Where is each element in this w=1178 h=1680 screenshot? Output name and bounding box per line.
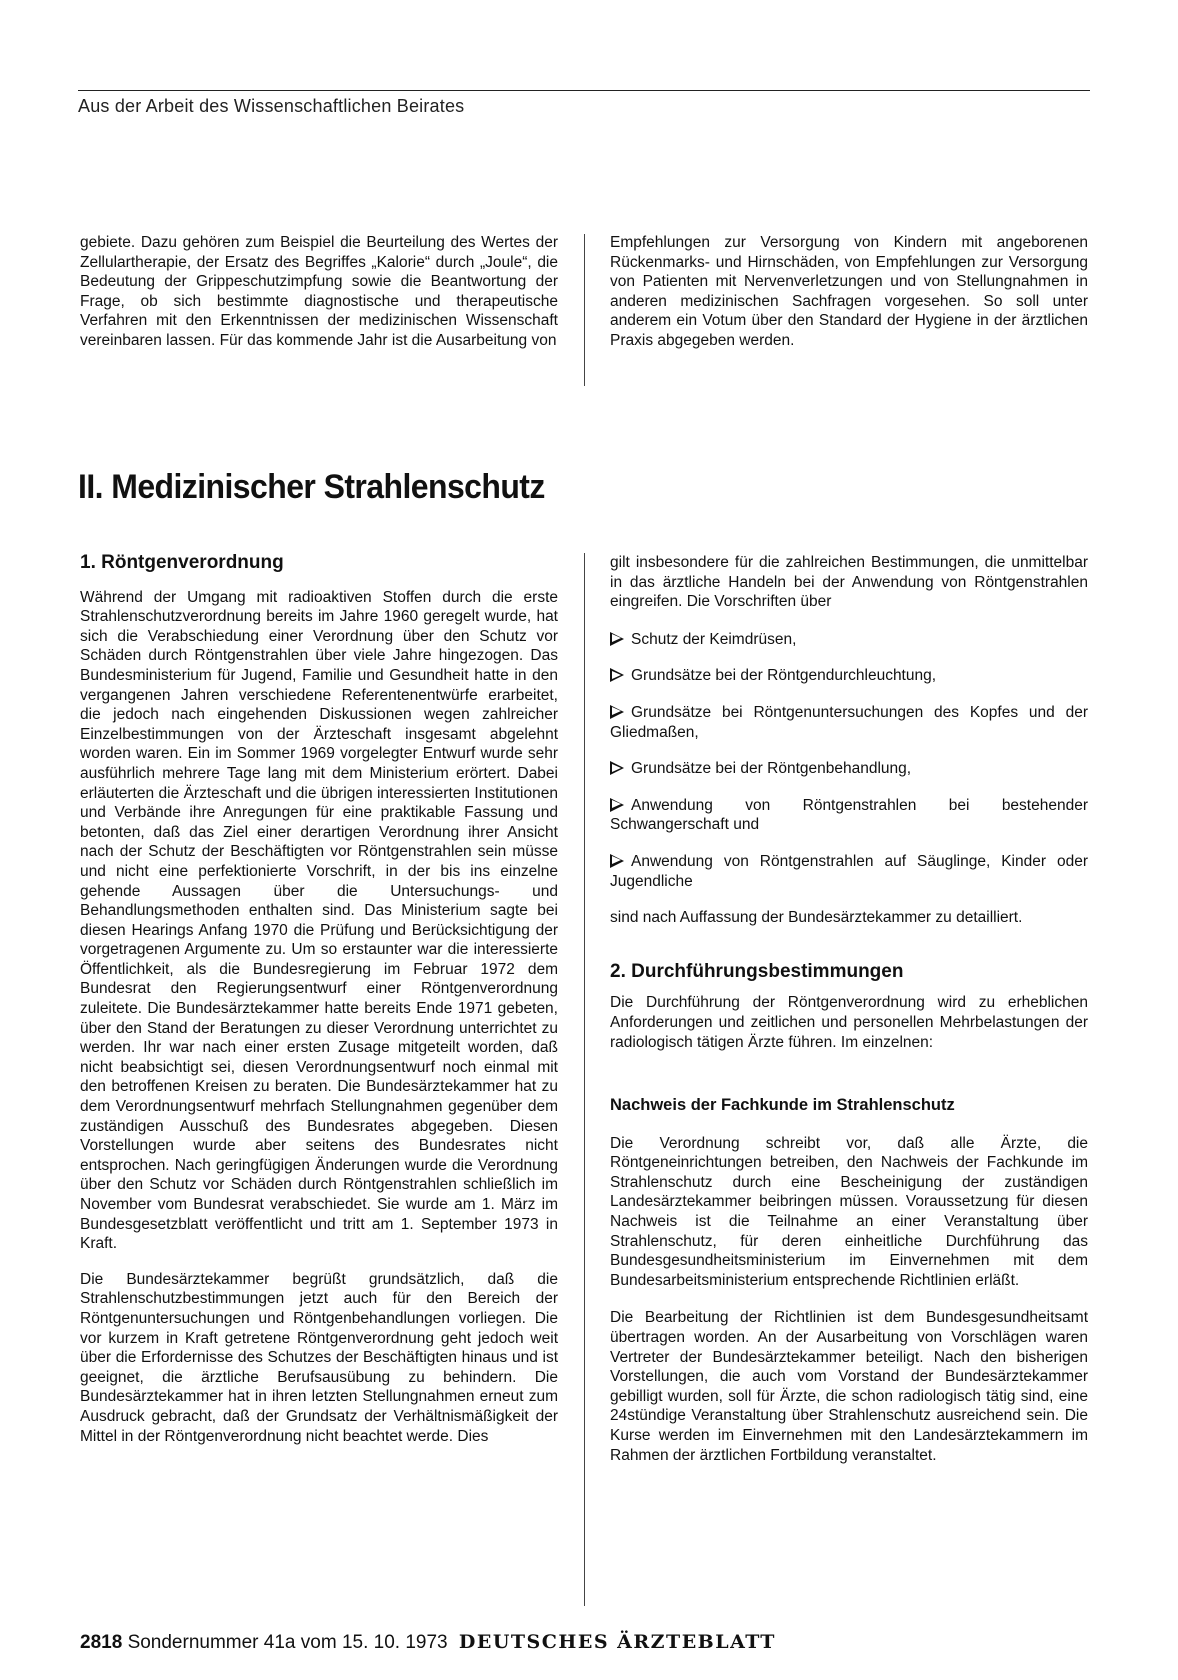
list-item: Grundsätze bei der Röntgendurchleuchtung, xyxy=(610,666,1088,686)
top-left-paragraph: gebiete. Dazu gehören zum Beispiel die Beurteilung des Wertes der Zellulartherapie, der Ersatz des Begriffes „Kalorie“ durch „Joule“, die Bedeutung der Grippeschutzimpfung sowie die Beantwortung der Frage, ob sich bestimmte diagnostische und therapeutische Verfahren mit den Erkenntnissen der medizinischen Wissenschaft vereinbaren lassen. Für das kommende Jahr ist die Ausarbeitung von xyxy=(80,234,558,349)
triangle-bullet-icon xyxy=(610,632,624,646)
list-item: Anwendung von Röntgenstrahlen auf Säuglinge, Kinder oder Jugendliche xyxy=(610,852,1088,890)
paragraph-continuation: gilt insbesondere für die zahlreichen Bestimmungen, die unmittelbar in das ärztliche Handeln bei der Anwendung von Röntgenstrahlen eingreifen. Die Vorschriften über xyxy=(610,554,1088,611)
right-column xyxy=(610,553,1088,1465)
column-divider-main xyxy=(584,553,585,1606)
top-right-column xyxy=(610,233,1088,351)
top-right-paragraph: Empfehlungen zur Versorgung von Kindern mit angeborenen Rückenmarks- und Hirnschäden, von Empfehlungen zur Versorgung von Patienten mit Nervenverletzungen und von Stellungnahmen in anderen medizinischen Sachfragen vorgesehen. So soll unter anderem ein Votum über den Standard der Hygiene in der ärztlichen Praxis abgegeben werden. xyxy=(610,234,1088,349)
paragraph-roentgenverordnung-1: Während der Umgang mit radioaktiven Stoffen durch die erste Strahlenschutzverordnung bereits im Jahre 1960 geregelt wurde, hat sich die Verabschiedung einer Verordnung über den Schutz vor Schäden durch Röntgenstrahlen über viele Jahre hingezogen. Das Bundesministerium für Jugend, Familie und Gesundheit hatte in den vergangenen Jahren verschiedene Referentenentwürfe erarbeitet, die jedoch nach eingehenden Diskussionen wegen zahlreicher Einzelbestimmungen von der Ärzteschaft insgesamt abgelehnt worden waren. Ein im Sommer 1969 vorgelegter Entwurf wurde sehr ausführlich mehrere Tage lang mit dem Ministerium erörtert. Dabei erläuterten die Ärzteschaft und die übrigen interessierten Institutionen und Verbände ihre Anregungen für eine praktikable Fassung und betonten, daß das Ziel einer derartigen Verordnung ihrer Ansicht nach der Schutz der Beschäftigten vor Röntgenstrahlen sein müsse und nicht eine perfektionierte Vorschrift, in der bis ins einzelne gehende Aussagen über die Untersuchungs- und Behandlungsmethoden enthalten sind. Das Ministerium sagte bei diesen Hearings Anfang 1970 die Prüfung und Berücksichtigung der vorgetragenen Argumente zu. Um so erstaunter war die interessierte Öffentlichkeit, als die Bundesregierung im Februar 1972 dem Bundesrat den Regierungsentwurf einer Röntgenverordnung zuleitete. Die Bundesärztekammer hatte bereits Ende 1971 gebeten, über den Stand der Beratungen zu dieser Verordnung unterrichtet zu werden. Ihr war nach einer ersten Zusage mitgeteilt worden, daß nicht beabsichtigt sei, diesen Verordnungsentwurf noch einmal mit den betroffenen Kreisen zu beraten. Die Bundesärztekammer hat zu dem Verordnungsentwurf mehrfach Stellungnahmen gegenüber dem zuständigen Ausschuß des Bundesrates abgegeben. Diesen Vorstellungen wurde aber seitens des Bundesrates nicht entsprochen. Nach geringfügigen Änderungen wurde die Verordnung über den Schutz vor Schäden durch Röntgenstrahlen schließlich im November vom Bundesrat verabschiedet. Sie wurde am 1. März im Bundesgesetzblatt veröffentlicht und tritt am 1. September 1973 in Kraft. xyxy=(80,588,558,1253)
journal-name: DEUTSCHES ÄRZTEBLATT xyxy=(458,1631,776,1653)
list-item: Grundsätze bei Röntgenuntersuchungen des Kopfes und der Gliedmaßen, xyxy=(610,703,1088,741)
paragraph-roentgenverordnung-2: Die Bundesärztekammer begrüßt grundsätzlich, daß die Strahlenschutzbestimmungen jetzt auch für den Bereich der Röntgenuntersuchungen und Röntgenbehandlungen vorliegen. Die vor kurzem in Kraft getretene Röntgenverordnung geht jedoch weit über die Erfordernisse des Schutzes der Beschäftigten hinaus und ist geeignet, die ärztliche Berufsausübung zu behindern. Die Bundesärztekammer hat in ihren letzten Stellungnahmen erneut zum Ausdruck gebracht, daß der Grundsatz der Verhältnismäßigkeit der Mittel in der Röntgenverordnung nicht beachtet werde. Dies xyxy=(80,1270,558,1445)
top-left-column xyxy=(80,233,558,351)
left-column xyxy=(80,553,558,1446)
heading-roentgenverordnung: 1. Röntgenverordnung xyxy=(80,552,284,573)
paragraph-fachkunde-1: Die Verordnung schreibt vor, daß alle Ärzte, die Röntgeneinrichtungen betreiben, den Nachweis der Fachkunde im Strahlenschutz durch eine Bescheinigung der zuständigen Landesärztekammer beibringen müssen. Voraussetzung für diesen Nachweis ist die Teilnahme an einer Veranstaltung über Strahlenschutz, für deren einheitliche Durchführung das Bundesgesundheitsministerium im Einvernehmen mit dem Bundesarbeitsministerium entsprechende Richtlinien erläßt. xyxy=(610,1134,1088,1289)
paragraph-fachkunde-2: Die Bearbeitung der Richtlinien ist dem Bundesgesundheitsamt übertragen worden. An der Ausarbeitung von Vorschlägen waren Vertreter der Bundesärztekammer beteiligt. Nach den bisherigen Vorstellungen, die auch vom Vorstand der Bundesärztekammer gebilligt wurden, soll für Ärzte, die schon radiologisch tätig sind, eine 24stündige Veranstaltung über Strahlenschutz ausreichend sein. Die Kurse werden im Einvernehmen mit den Landesärztekammern im Rahmen der ärztlichen Fortbildung veranstaltet. xyxy=(610,1309,1088,1464)
triangle-bullet-icon xyxy=(610,761,624,775)
triangle-bullet-icon xyxy=(610,668,624,682)
triangle-bullet-icon xyxy=(610,854,624,868)
triangle-bullet-icon xyxy=(610,798,624,812)
section-title: II. Medizinischer Strahlenschutz xyxy=(78,468,545,506)
paragraph-durchfuehrung: Die Durchführung der Röntgenverordnung wird zu erheblichen Anforderungen und zeitlichen und personellen Mehrbelastungen der radiologisch tätigen Ärzte führen. Im einzelnen: xyxy=(610,994,1088,1051)
footer xyxy=(80,1631,776,1654)
page-number: 2818 xyxy=(80,1632,123,1653)
paragraph-conclusion: sind nach Auffassung der Bundesärztekammer zu detailliert. xyxy=(610,909,1023,927)
heading-durchfuehrungsbestimmungen: 2. Durchführungsbestimmungen xyxy=(610,960,904,982)
column-divider-top xyxy=(584,234,585,386)
regulations-list xyxy=(610,630,1088,891)
list-item: Grundsätze bei der Röntgenbehandlung, xyxy=(610,759,1088,779)
list-item: Anwendung von Röntgenstrahlen bei bestehender Schwangerschaft und xyxy=(610,796,1088,834)
running-header: Aus der Arbeit des Wissenschaftlichen Beirates xyxy=(78,96,465,116)
header-rule xyxy=(78,90,1090,91)
list-item: Schutz der Keimdrüsen, xyxy=(610,630,1088,650)
issue-info: Sondernummer 41a vom 15. 10. 1973 xyxy=(127,1632,448,1653)
triangle-bullet-icon xyxy=(610,705,624,719)
subheading-fachkunde: Nachweis der Fachkunde im Strahlenschutz xyxy=(610,1096,955,1115)
